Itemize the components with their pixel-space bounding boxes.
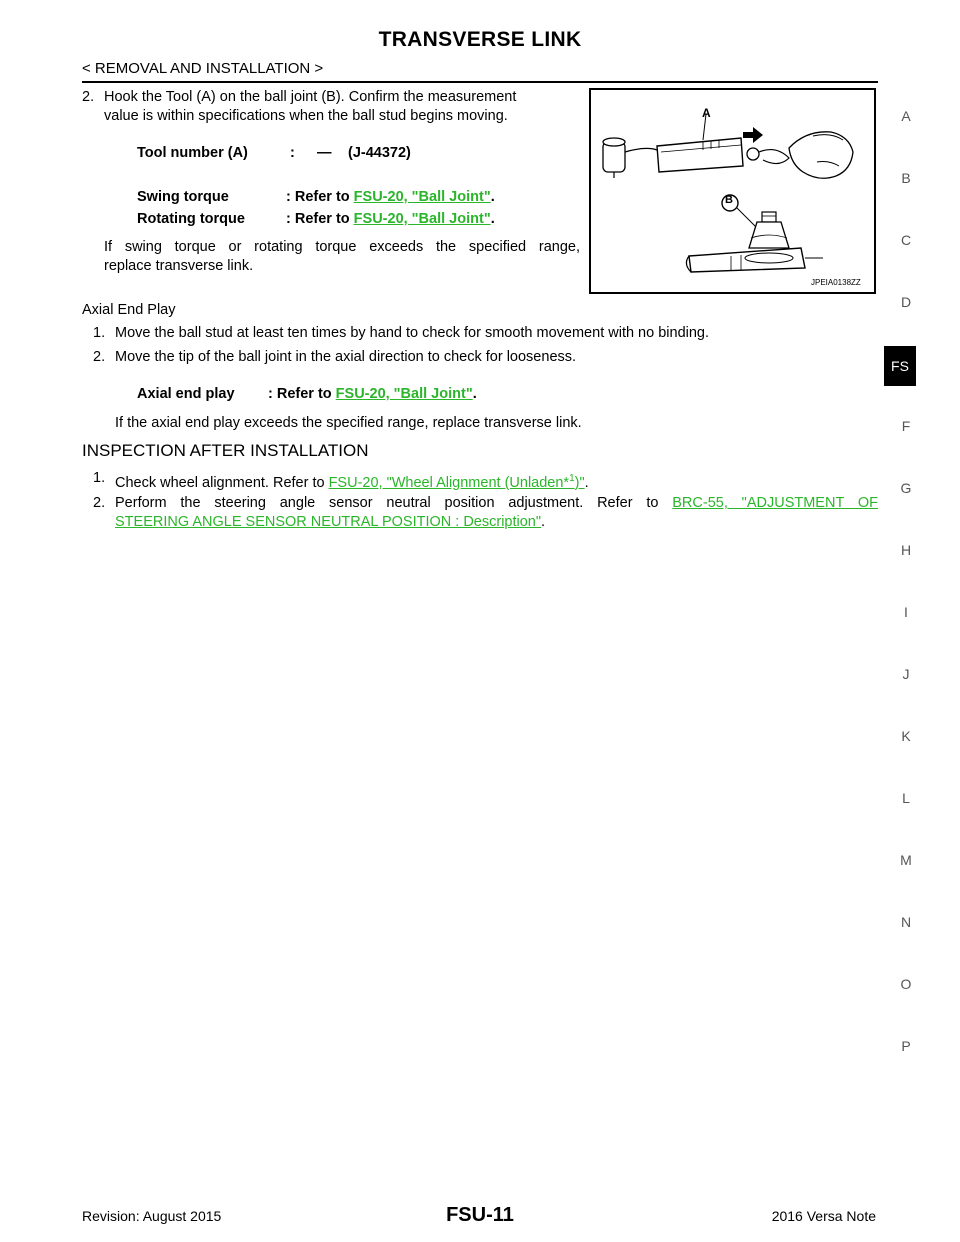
sidebar-item-g[interactable]: G xyxy=(900,480,912,496)
tool-figure xyxy=(589,88,876,294)
swing-torque-value: : Refer to FSU-20, "Ball Joint". xyxy=(286,189,495,205)
footer-revision: Revision: August 2015 xyxy=(82,1208,222,1224)
swing-torque-link[interactable]: FSU-20, "Ball Joint" xyxy=(353,189,491,205)
tool-number-label: Tool number (A) xyxy=(137,145,248,161)
step2-line2: value is within specifications when the ball stud begins moving. xyxy=(104,108,508,124)
tool-number-dash: — xyxy=(317,145,332,161)
inspection-step2-line2: STEERING ANGLE SENSOR NEUTRAL POSITION : Description". xyxy=(115,514,546,530)
figure-label-b: B xyxy=(725,194,733,206)
axial-end-play-value: : Refer to FSU-20, "Ball Joint". xyxy=(268,386,477,402)
inspection-step2-number: 2. xyxy=(93,495,106,511)
figure-illustration xyxy=(591,90,874,292)
torque-note-line2: replace transverse link. xyxy=(104,258,254,274)
sidebar-item-k[interactable]: K xyxy=(901,728,911,744)
sidebar-item-fs: FS xyxy=(891,358,909,374)
torque-note-line1: If swing torque or rotating torque exceeds the specified range, xyxy=(104,239,580,255)
steering-angle-link-part1[interactable]: BRC-55, "ADJUSTMENT OF xyxy=(672,495,878,511)
inspection-step1-text: Check wheel alignment. Refer to FSU-20, "Wheel Alignment (Unladen*$^1$)". xyxy=(115,473,589,491)
steering-angle-link-part2[interactable]: STEERING ANGLE SENSOR NEUTRAL POSITION : Description" xyxy=(115,514,542,530)
axial-note: If the axial end play exceeds the specified range, replace transverse link. xyxy=(115,415,582,431)
axial-heading: Axial End Play xyxy=(82,302,176,318)
tool-number-value: (J-44372) xyxy=(348,145,411,161)
wheel-alignment-link[interactable]: FSU-20, "Wheel Alignment (Unladen*$^1$)" xyxy=(328,473,585,491)
figure-code: JPEIA0138ZZ xyxy=(811,278,861,287)
page-number: FSU-11 xyxy=(446,1204,514,1226)
inspection-step1-number: 1. xyxy=(93,470,106,486)
inspection-step2-line1: Perform the steering angle sensor neutral position adjustment. Refer to BRC-55, "ADJUSTMENT OF xyxy=(115,495,878,511)
sidebar-item-j[interactable]: J xyxy=(902,666,910,682)
axial-step2-text: Move the tip of the ball joint in the axial direction to check for looseness. xyxy=(115,349,577,365)
sidebar-item-l[interactable]: L xyxy=(902,790,910,806)
sidebar-item-b[interactable]: B xyxy=(901,170,911,186)
sidebar-item-f[interactable]: F xyxy=(901,418,911,434)
sidebar-item-h[interactable]: H xyxy=(900,542,912,558)
axial-step2-number: 2. xyxy=(93,349,106,365)
sidebar-item-a[interactable]: A xyxy=(901,108,911,124)
axial-end-play-link[interactable]: FSU-20, "Ball Joint" xyxy=(335,386,473,402)
sidebar-item-m[interactable]: M xyxy=(900,852,912,868)
tool-number-colon: : xyxy=(290,145,295,161)
sidebar-item-i[interactable]: I xyxy=(904,604,908,620)
sidebar-item-d[interactable]: D xyxy=(900,294,912,310)
sidebar-item-p[interactable]: P xyxy=(901,1038,911,1054)
sidebar-item-n[interactable]: N xyxy=(900,914,912,930)
sidebar-active-tab[interactable] xyxy=(884,346,916,386)
step2-line1: Hook the Tool (A) on the ball joint (B). Confirm the measurement xyxy=(104,89,517,105)
axial-step1-number: 1. xyxy=(93,325,106,341)
axial-step1-text: Move the ball stud at least ten times by hand to check for smooth movement with no binding. xyxy=(115,325,710,341)
header-rule xyxy=(82,81,878,83)
sidebar-item-o[interactable]: O xyxy=(900,976,912,992)
page-title: TRANSVERSE LINK xyxy=(378,28,582,51)
sidebar-item-c[interactable]: C xyxy=(900,232,912,248)
rotating-torque-link[interactable]: FSU-20, "Ball Joint" xyxy=(353,211,491,227)
footer-model: 2016 Versa Note xyxy=(771,1208,876,1224)
inspection-heading: INSPECTION AFTER INSTALLATION xyxy=(82,441,369,460)
breadcrumb: < REMOVAL AND INSTALLATION > xyxy=(82,60,324,77)
rotating-torque-label: Rotating torque xyxy=(137,211,245,227)
step2-number: 2. xyxy=(82,89,95,105)
axial-end-play-label: Axial end play xyxy=(137,386,235,402)
rotating-torque-value: : Refer to FSU-20, "Ball Joint". xyxy=(286,211,495,227)
figure-label-a: A xyxy=(702,106,711,120)
swing-torque-label: Swing torque xyxy=(137,189,229,205)
